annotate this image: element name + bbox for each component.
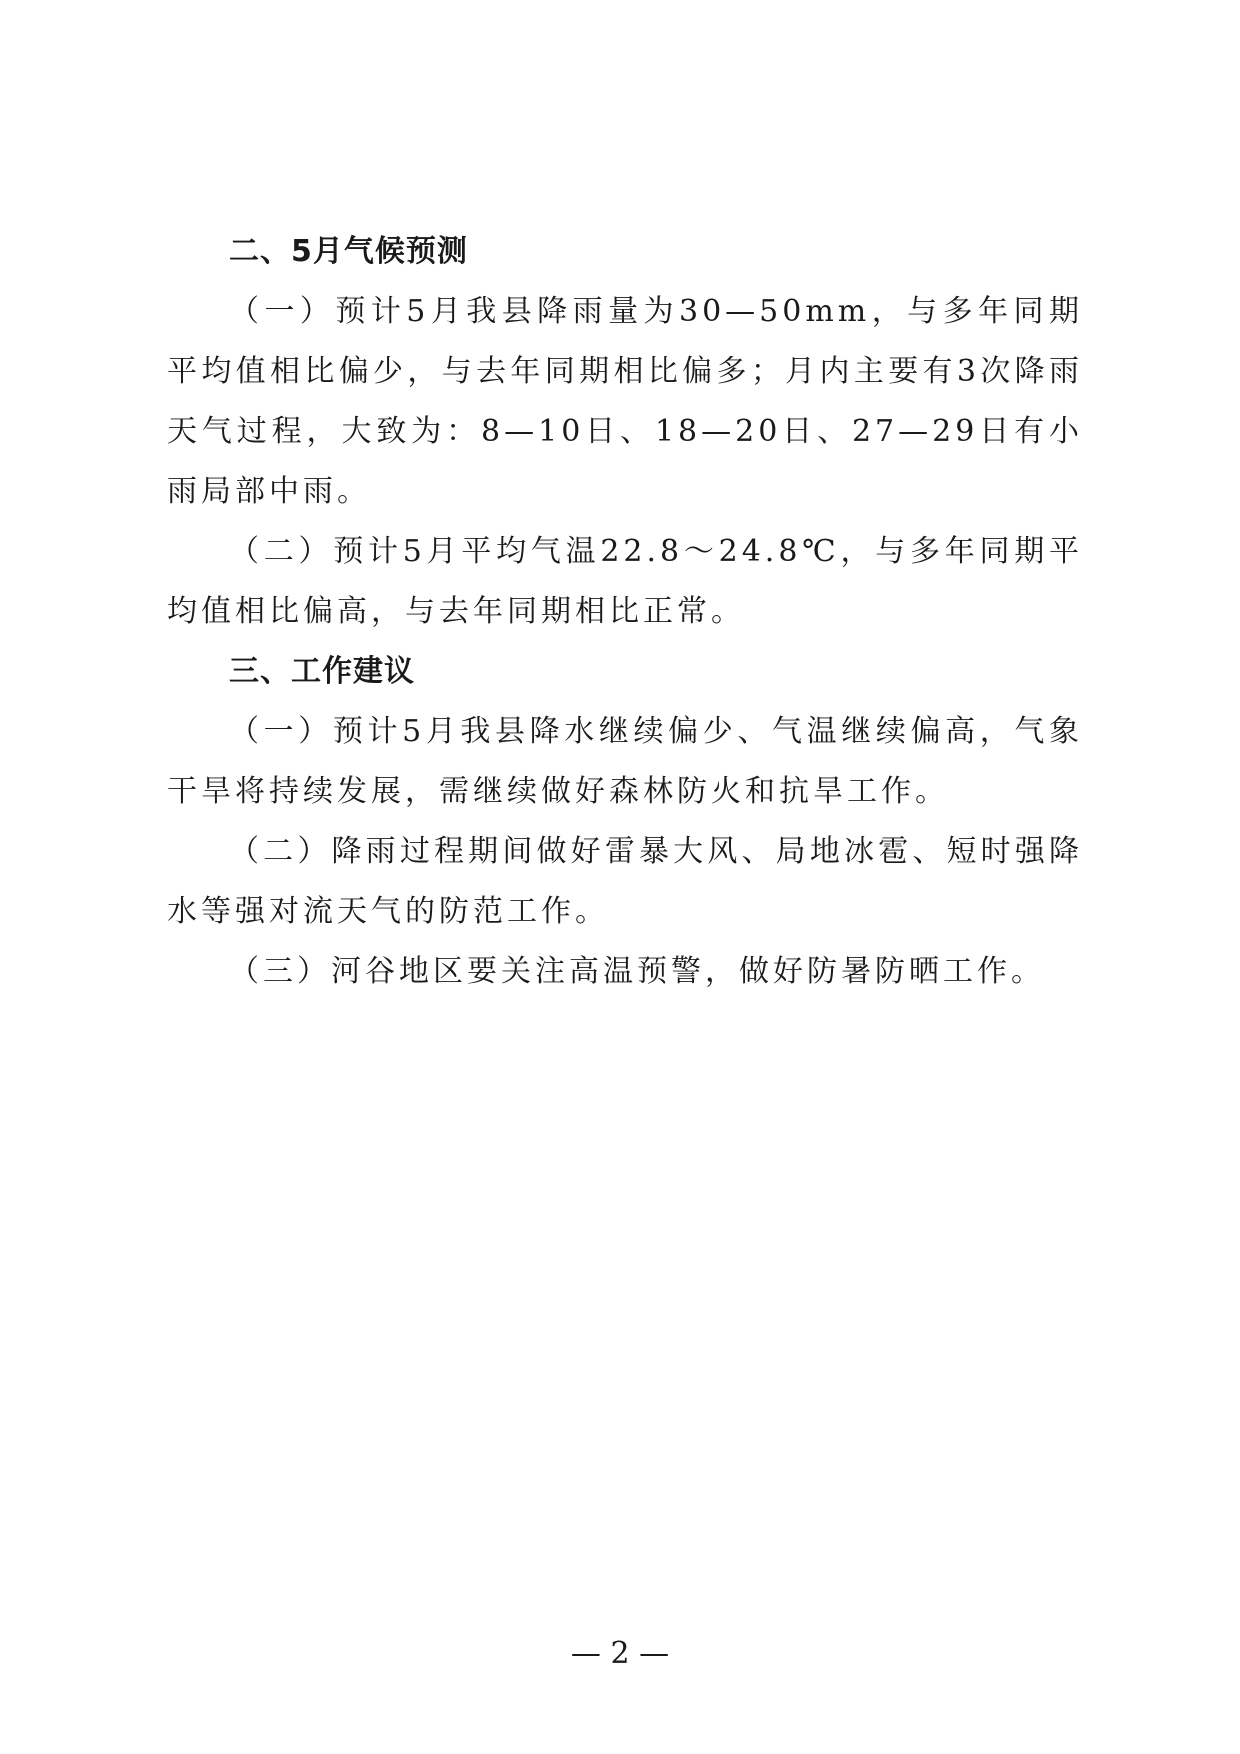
paragraph-temperature-forecast: （二）预计5月平均气温22.8～24.8℃，与多年同期平均值相比偏高，与去年同期相比正常。 [167,534,1083,629]
document-body [167,222,1083,1002]
paragraph-rainfall-forecast: （一）预计5月我县降雨量为30—50mm，与多年同期平均值相比偏少，与去年同期相比偏多；月内主要有3次降雨天气过程，大致为：8—10日、18—20日、27—29日有小雨局部中雨。 [167,294,1083,509]
paragraph-heat-suggestion: （三）河谷地区要关注高温预警，做好防暑防晒工作。 [229,954,1045,989]
paragraph-convection-suggestion: （二）降雨过程期间做好雷暴大风、局地冰雹、短时强降水等强对流天气的防范工作。 [167,834,1083,929]
paragraph-drought-suggestion: （一）预计5月我县降水继续偏少、气温继续偏高，气象干旱将持续发展，需继续做好森林防火和抗旱工作。 [167,714,1083,809]
page-number: — 2 — [570,1636,670,1671]
section-heading-work-suggestions: 三、工作建议 [229,654,415,689]
section-heading-climate-forecast: 二、5月气候预测 [229,234,468,269]
